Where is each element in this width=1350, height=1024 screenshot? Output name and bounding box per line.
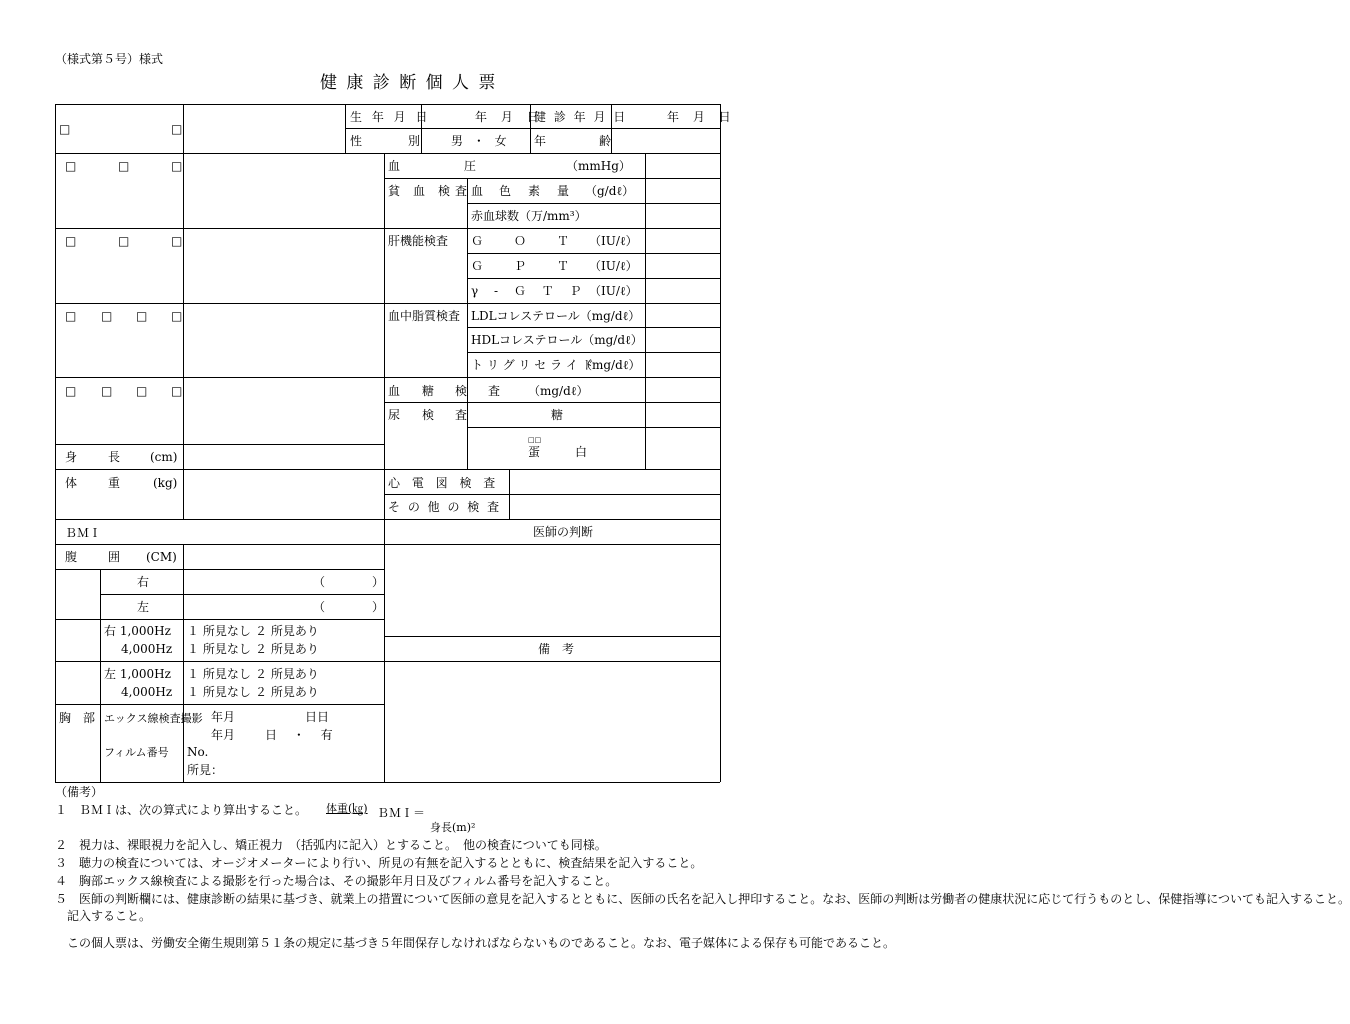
sex-label-a: 性: [350, 134, 363, 148]
waist-label-a: 腹: [65, 550, 78, 564]
history-label-c: □: [171, 159, 183, 173]
vision-left-close: ）: [372, 600, 385, 614]
height-label-a: 身: [65, 450, 78, 464]
birthdate-value: 年 月 日: [475, 110, 544, 124]
hearing-option-none: １ 所見なし: [187, 642, 251, 656]
note-2: ２ 視力は、裸眼視力を記入し、矯正視力 （括弧内に記入）とすること。 他の検査についても同様。: [55, 838, 607, 852]
got-c: Ｔ: [557, 234, 570, 248]
hemoglobin-c: 素: [528, 184, 541, 198]
xray-date-label: エックス線検査撮影: [104, 712, 203, 725]
table-border-right: [720, 104, 721, 782]
grid-line: [384, 303, 720, 304]
note-1: １ ＢＭＩは、次の算式により算出すること。: [55, 803, 308, 817]
vision-left-open: （: [313, 600, 326, 614]
xray-film-number: No.: [187, 745, 209, 759]
grid-line: [645, 153, 646, 469]
grid-line: [384, 402, 720, 403]
got-unit: （IU/ℓ）: [589, 234, 638, 248]
urine-protein-b: 白: [575, 445, 588, 459]
grid-line: [100, 594, 384, 595]
bp-label-b: 圧: [464, 159, 477, 173]
waist-label-b: 囲: [108, 550, 121, 564]
grid-line: [384, 228, 720, 229]
grid-line: [55, 519, 720, 520]
grid-line: [467, 352, 720, 353]
xray-film-label: フィルム番号: [104, 746, 169, 759]
hearing-right-1000: 右 1,000Hz: [104, 624, 171, 638]
grid-line: [55, 377, 384, 378]
table-border-bottom: [55, 782, 720, 783]
liver-label: 肝機能検査: [388, 234, 449, 248]
birthdate-label: 生 年 月 日: [350, 110, 431, 124]
sex-label-b: 別: [408, 134, 421, 148]
height-label-b: 長: [108, 450, 121, 464]
remarks-label: 備 考: [538, 642, 575, 656]
grid-line: [467, 327, 720, 328]
hearing-option-none: １ 所見なし: [187, 667, 251, 681]
rbc-label: 赤血球数（万/mm³）: [471, 209, 587, 223]
other-tests-label: そ の 他 の 検 査: [388, 500, 502, 514]
xray-value-1: 年月: [211, 710, 236, 724]
bmi-formula-numerator: 体重(㎏): [326, 802, 368, 815]
triglyceride-label: ト リ グ リ セ ラ イ ド: [471, 358, 594, 372]
urine-protein-small: □□: [528, 436, 542, 444]
subjective-label-a: □: [65, 309, 77, 323]
vision-right-close: ）: [372, 575, 385, 589]
exam-date-label: 健 診 年 月 日: [534, 110, 628, 124]
vision-right-open: （: [313, 575, 326, 589]
ggt-label: γ - Ｇ Ｔ Ｐ: [471, 284, 588, 298]
hdl-label: HDLコレステロール（mg/dℓ）: [471, 333, 643, 347]
table-border-left: [55, 104, 56, 782]
grid-line: [384, 178, 720, 179]
ggt-unit: （IU/ℓ）: [589, 284, 638, 298]
vision-right-label: 右: [137, 575, 150, 589]
grid-line: [55, 569, 384, 570]
objective-label-b: □: [101, 384, 113, 398]
hearing-option-none: １ 所見なし: [187, 624, 251, 638]
objective-label-d: □: [171, 384, 183, 398]
hearing-option-none: １ 所見なし: [187, 685, 251, 699]
subjective-label-c: □: [136, 309, 148, 323]
name-bracket-left: □: [59, 122, 71, 136]
weight-label-a: 体: [65, 476, 78, 490]
lipid-label: 血中脂質検査: [388, 309, 461, 323]
symptoms-label-a: □: [65, 234, 77, 248]
grid-line: [384, 153, 385, 782]
subjective-label-d: □: [171, 309, 183, 323]
history-label-a: □: [65, 159, 77, 173]
bp-unit: （mmHg）: [566, 159, 631, 173]
age-label-a: 年: [534, 134, 547, 148]
anemia-label-c: 検: [438, 184, 451, 198]
note-5-continued: 記入すること。: [67, 909, 152, 923]
hearing-left-4000: 4,000Hz: [121, 685, 173, 699]
ecg-label: 心 電 図 検 査: [388, 476, 500, 490]
notes-heading: （備考）: [55, 785, 104, 799]
note-5: ５ 医師の判断欄には、健康診断の結果に基づき、就業上の措置について医師の意見を記入するとともに、医師の氏名を記入し押印すること。なお、医師の判断は労働者の健康状況に応じて行うものとし、保健指導についても記入すること。: [55, 892, 1350, 906]
subjective-label-b: □: [101, 309, 113, 323]
hearing-option-present: ２ 所見あり: [255, 642, 319, 656]
grid-line: [384, 469, 720, 470]
anemia-label-d: 査: [455, 184, 468, 198]
hearing-option-present: ２ 所見あり: [255, 624, 319, 638]
grid-line: [100, 569, 101, 782]
got-a: Ｇ: [471, 234, 484, 248]
grid-line: [345, 104, 346, 154]
objective-label-c: □: [136, 384, 148, 398]
exam-date-value: 年 月 日: [667, 110, 736, 124]
glucose-label-b: 糖: [422, 384, 435, 398]
gpt-unit: （IU/ℓ）: [589, 259, 638, 273]
page-title: 健 康 診 断 個 人 票: [320, 73, 498, 93]
glucose-label-a: 血: [388, 384, 401, 398]
gpt-a: Ｇ: [471, 259, 484, 273]
table-border-top: [55, 104, 720, 105]
grid-line: [55, 444, 384, 445]
triglyceride-unit: （mg/dℓ）: [580, 358, 641, 372]
grid-line: [384, 377, 720, 378]
urine-sugar-label: 糖: [551, 408, 564, 422]
objective-label-a: □: [65, 384, 77, 398]
grid-line: [183, 544, 184, 782]
grid-line: [345, 128, 720, 129]
form-label: （様式第５号）様式: [55, 52, 164, 66]
note-4: ４ 胸部エックス線検査による撮影を行った場合は、その撮影年月日及びフィルム番号を記入すること。: [55, 874, 618, 888]
bmi-formula-eq: ＢＭＩ＝: [377, 806, 426, 820]
grid-line: [55, 619, 384, 620]
grid-line: [467, 278, 720, 279]
weight-unit: (kg): [153, 476, 178, 490]
hemoglobin-a: 血: [471, 184, 484, 198]
history-label-b: □: [118, 159, 130, 173]
hearing-option-present: ２ 所見あり: [255, 685, 319, 699]
grid-line: [467, 427, 720, 428]
anemia-label-a: 貧: [388, 184, 401, 198]
sex-value: 男 ・ 女: [451, 134, 510, 148]
gpt-b: Ｐ: [514, 259, 527, 273]
symptoms-label-c: □: [171, 234, 183, 248]
glucose-label-d: 査: [488, 384, 501, 398]
bp-label-a: 血: [388, 159, 401, 173]
hemoglobin-b: 色: [499, 184, 512, 198]
xray-value-2: 日日: [305, 710, 330, 724]
vision-left-label: 左: [137, 600, 150, 614]
weight-label-b: 重: [108, 476, 121, 490]
grid-line: [55, 661, 384, 662]
hemoglobin-unit: （g/dℓ）: [585, 184, 635, 198]
gpt-c: Ｔ: [557, 259, 570, 273]
anemia-label-b: 血: [413, 184, 426, 198]
hemoglobin-d: 量: [557, 184, 570, 198]
urine-protein-a: 蛋: [528, 445, 541, 459]
grid-line: [467, 253, 720, 254]
height-unit: (cm): [150, 450, 178, 464]
hearing-left-1000: 左 1,000Hz: [104, 667, 171, 681]
doctor-judgment-label: 医師の判断: [533, 525, 594, 539]
ldl-label: LDLコレステロール（mg/dℓ）: [471, 309, 641, 323]
symptoms-label-b: □: [118, 234, 130, 248]
chest-xray-heading: 胸 部: [59, 711, 96, 725]
glucose-label-c: 検: [455, 384, 468, 398]
note-retention: この個人票は、労働安全衛生規則第５１条の規定に基づき５年間保存しなければならないものであること。なお、電子媒体による保存も可能であること。: [55, 936, 896, 950]
waist-unit: (CM): [146, 550, 177, 564]
grid-line: [55, 704, 384, 705]
age-label-b: 齢: [599, 134, 612, 148]
urine-label-c: 査: [455, 408, 468, 422]
grid-line: [467, 203, 720, 204]
grid-line: [384, 494, 720, 495]
hearing-option-present: ２ 所見あり: [255, 667, 319, 681]
got-b: Ｏ: [514, 234, 527, 248]
grid-line: [55, 469, 384, 470]
name-bracket-right: □: [171, 122, 183, 136]
xray-value-4: 日 ・ 有: [265, 728, 333, 742]
grid-line: [384, 661, 720, 662]
urine-label-a: 尿: [388, 408, 401, 422]
grid-line: [55, 228, 384, 229]
grid-line: [55, 544, 720, 545]
grid-line: [384, 636, 720, 637]
xray-findings: 所見：: [187, 763, 224, 777]
bmi-formula-denominator: 身長(m)²: [430, 821, 476, 834]
grid-line: [183, 104, 184, 520]
xray-value-3: 年月: [211, 728, 236, 742]
bmi-label: ＢＭＩ: [65, 526, 102, 540]
grid-line: [55, 153, 720, 154]
urine-label-b: 検: [422, 408, 435, 422]
glucose-unit: （mg/dℓ）: [528, 384, 589, 398]
grid-line: [55, 303, 384, 304]
grid-line: [467, 178, 468, 469]
hearing-right-4000: 4,000Hz: [121, 642, 173, 656]
note-3: ３ 聴力の検査については、オージオメーターにより行い、所見の有無を記入するとともに、検査結果を記入すること。: [55, 856, 703, 870]
